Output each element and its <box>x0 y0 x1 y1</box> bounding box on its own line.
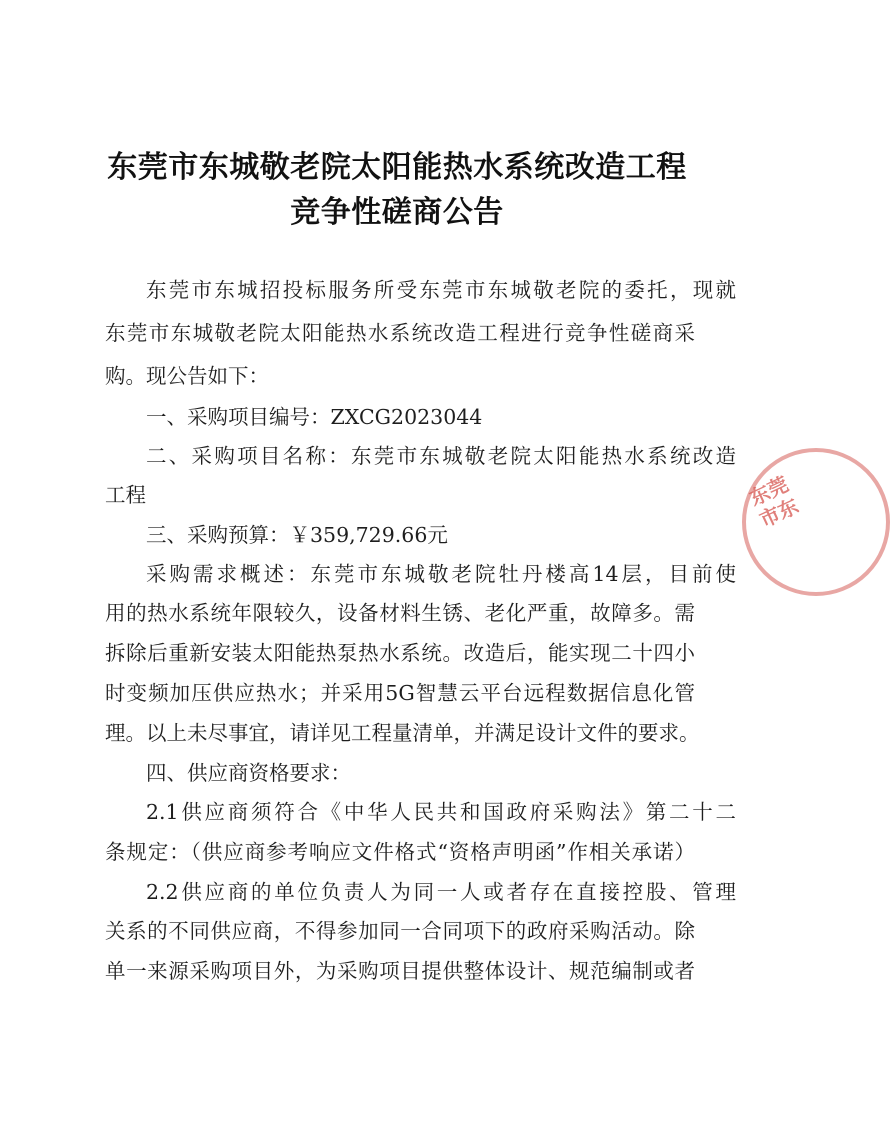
summary-line-5: 理。以上未尽事宜，请详见工程量清单，并满足设计文件的要求。 <box>105 721 700 745</box>
requirement-2-2-line-2: 关系的不同供应商，不得参加同一合同项下的政府采购活动。除 <box>105 919 695 943</box>
budget: 三、采购预算：￥359,729.66元 <box>146 523 448 547</box>
project-name-line-1: 二、采购项目名称：东莞市东城敬老院太阳能热水系统改造 <box>146 444 736 468</box>
summary-line-4: 时变频加压供应热水；并采用5G智慧云平台远程数据信息化管 <box>105 681 695 705</box>
summary-line-1: 采购需求概述：东莞市东城敬老院牡丹楼高14层，目前使 <box>146 562 736 586</box>
document-title-line2: 竞争性磋商公告 <box>290 195 504 230</box>
intro-line-3: 购。现公告如下： <box>105 364 269 388</box>
project-name-line-2: 工程 <box>105 483 146 507</box>
requirement-2-1-line-2: 条规定：（供应商参考响应文件格式“资格声明函”作相关承诺） <box>105 840 695 864</box>
document-title-line1: 东莞市东城敬老院太阳能热水系统改造工程 <box>107 150 687 185</box>
qualification-heading: 四、供应商资格要求： <box>146 761 351 785</box>
intro-line-2: 东莞市东城敬老院太阳能热水系统改造工程进行竞争性磋商采 <box>105 321 695 345</box>
intro-line-1: 东莞市东城招投标服务所受东莞市东城敬老院的委托，现就 <box>146 278 736 302</box>
summary-line-2: 用的热水系统年限较久，设备材料生锈、老化严重，故障多。需 <box>105 601 695 625</box>
requirement-2-2-line-1: 2.2供应商的单位负责人为同一人或者存在直接控股、管理 <box>146 880 736 904</box>
requirement-2-2-line-3: 单一来源采购项目外，为采购项目提供整体设计、规范编制或者 <box>105 959 695 983</box>
project-number: 一、采购项目编号：ZXCG2023044 <box>146 405 483 429</box>
requirement-2-1-line-1: 2.1供应商须符合《中华人民共和国政府采购法》第二十二 <box>146 800 736 824</box>
official-seal-text: 东莞市东 <box>745 471 803 533</box>
summary-line-3: 拆除后重新安装太阳能热泵热水系统。改造后，能实现二十四小 <box>105 641 695 665</box>
